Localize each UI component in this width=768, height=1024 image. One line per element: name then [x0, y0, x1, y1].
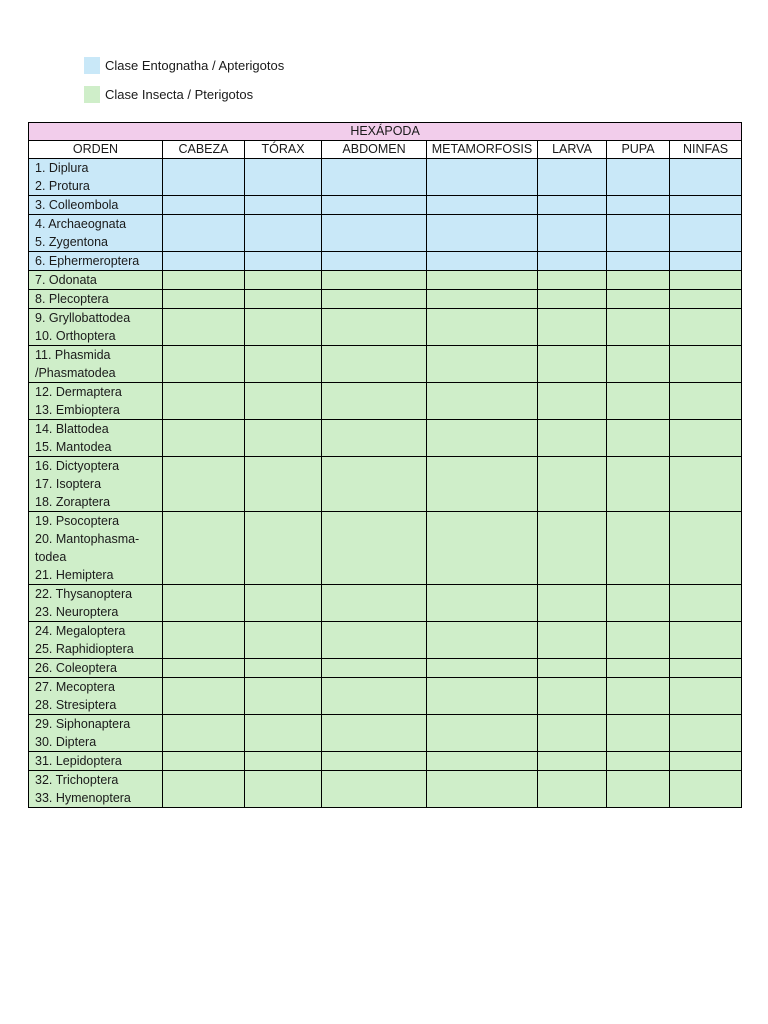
table-row — [29, 715, 742, 752]
empty-cell-cabeza[interactable] — [163, 420, 245, 457]
orden-name: 23. Neuroptera — [35, 605, 119, 619]
empty-cell-metamorfosis[interactable] — [427, 290, 538, 309]
empty-cell-tórax[interactable] — [245, 678, 322, 715]
empty-cell-tórax[interactable] — [245, 771, 322, 808]
orden-name: 31. Lepidoptera — [35, 754, 122, 768]
empty-cell-ninfas[interactable] — [670, 659, 742, 678]
legend-item-insecta — [84, 85, 284, 103]
empty-cell-pupa[interactable] — [607, 290, 670, 309]
empty-cell-larva[interactable] — [538, 659, 607, 678]
orden-name: 24. Megaloptera — [35, 624, 126, 638]
orden-name: 13. Embioptera — [35, 403, 120, 417]
empty-cell-abdomen[interactable] — [322, 622, 427, 659]
empty-cell-metamorfosis[interactable] — [427, 659, 538, 678]
orden-name: 15. Mantodea — [35, 440, 112, 454]
orden-name: 20. Mantophasma- — [35, 532, 140, 546]
orden-cell — [29, 346, 163, 383]
orden-name: 11. Phasmida — [35, 348, 111, 362]
table-row — [29, 752, 742, 771]
empty-cell-tórax[interactable] — [245, 659, 322, 678]
empty-cell-larva[interactable] — [538, 512, 607, 585]
empty-cell-cabeza[interactable] — [163, 678, 245, 715]
empty-cell-pupa[interactable] — [607, 715, 670, 752]
table-row — [29, 252, 742, 271]
orden-cell — [29, 659, 163, 678]
empty-cell-tórax[interactable] — [245, 585, 322, 622]
empty-cell-cabeza[interactable] — [163, 771, 245, 808]
empty-cell-tórax[interactable] — [245, 752, 322, 771]
empty-cell-cabeza[interactable] — [163, 752, 245, 771]
empty-cell-metamorfosis[interactable] — [427, 420, 538, 457]
table-row — [29, 159, 742, 196]
empty-cell-abdomen[interactable] — [322, 420, 427, 457]
orden-name: 27. Mecoptera — [35, 680, 115, 694]
col-header-torax: TÓRAX — [245, 141, 322, 159]
orden-name: 25. Raphidioptera — [35, 642, 134, 656]
empty-cell-larva[interactable] — [538, 159, 607, 196]
empty-cell-tórax[interactable] — [245, 420, 322, 457]
empty-cell-cabeza[interactable] — [163, 659, 245, 678]
orden-cell — [29, 290, 163, 309]
table-row — [29, 659, 742, 678]
col-header-metamorfosis: METAMORFOSIS — [427, 141, 538, 159]
empty-cell-ninfas[interactable] — [670, 290, 742, 309]
empty-cell-cabeza[interactable] — [163, 383, 245, 420]
empty-cell-metamorfosis[interactable] — [427, 309, 538, 346]
empty-cell-abdomen[interactable] — [322, 290, 427, 309]
orden-name: 4. Archaeognata — [35, 217, 127, 231]
empty-cell-cabeza[interactable] — [163, 196, 245, 215]
orden-name: 12. Dermaptera — [35, 385, 122, 399]
col-header-larva: LARVA — [538, 141, 607, 159]
empty-cell-pupa[interactable] — [607, 271, 670, 290]
table-row — [29, 346, 742, 383]
empty-cell-abdomen[interactable] — [322, 752, 427, 771]
col-header-abdomen: ABDOMEN — [322, 141, 427, 159]
empty-cell-pupa[interactable] — [607, 215, 670, 252]
empty-cell-ninfas[interactable] — [670, 715, 742, 752]
empty-cell-metamorfosis[interactable] — [427, 271, 538, 290]
empty-cell-ninfas[interactable] — [670, 771, 742, 808]
empty-cell-abdomen[interactable] — [322, 309, 427, 346]
orden-name: 7. Odonata — [35, 273, 97, 287]
orden-cell — [29, 678, 163, 715]
empty-cell-cabeza[interactable] — [163, 346, 245, 383]
empty-cell-abdomen[interactable] — [322, 678, 427, 715]
table-row — [29, 457, 742, 512]
empty-cell-abdomen[interactable] — [322, 346, 427, 383]
orden-name: todea — [35, 550, 67, 564]
empty-cell-pupa[interactable] — [607, 309, 670, 346]
empty-cell-ninfas[interactable] — [670, 678, 742, 715]
table-row — [29, 290, 742, 309]
orden-cell — [29, 585, 163, 622]
orden-name: 21. Hemiptera — [35, 568, 114, 582]
empty-cell-abdomen[interactable] — [322, 512, 427, 585]
empty-cell-abdomen[interactable] — [322, 196, 427, 215]
orden-name: 30. Diptera — [35, 735, 97, 749]
empty-cell-larva[interactable] — [538, 457, 607, 512]
orden-cell — [29, 420, 163, 457]
empty-cell-larva[interactable] — [538, 309, 607, 346]
col-header-cabeza: CABEZA — [163, 141, 245, 159]
empty-cell-ninfas[interactable] — [670, 383, 742, 420]
empty-cell-abdomen[interactable] — [322, 271, 427, 290]
orden-name: 5. Zygentona — [35, 235, 108, 249]
empty-cell-larva[interactable] — [538, 215, 607, 252]
empty-cell-tórax[interactable] — [245, 215, 322, 252]
empty-cell-cabeza[interactable] — [163, 159, 245, 196]
empty-cell-abdomen[interactable] — [322, 457, 427, 512]
empty-cell-tórax[interactable] — [245, 252, 322, 271]
empty-cell-tórax[interactable] — [245, 346, 322, 383]
orden-cell — [29, 383, 163, 420]
empty-cell-cabeza[interactable] — [163, 585, 245, 622]
orden-cell — [29, 271, 163, 290]
empty-cell-larva[interactable] — [538, 678, 607, 715]
empty-cell-larva[interactable] — [538, 290, 607, 309]
empty-cell-pupa[interactable] — [607, 678, 670, 715]
empty-cell-tórax[interactable] — [245, 622, 322, 659]
empty-cell-ninfas[interactable] — [670, 159, 742, 196]
empty-cell-cabeza[interactable] — [163, 271, 245, 290]
orden-name: 14. Blattodea — [35, 422, 109, 436]
empty-cell-pupa[interactable] — [607, 622, 670, 659]
table-row — [29, 678, 742, 715]
empty-cell-larva[interactable] — [538, 196, 607, 215]
empty-cell-ninfas[interactable] — [670, 346, 742, 383]
orden-name: 3. Colleombola — [35, 198, 119, 212]
table-row — [29, 585, 742, 622]
empty-cell-tórax[interactable] — [245, 159, 322, 196]
table-row — [29, 309, 742, 346]
table-row — [29, 771, 742, 808]
table-title: HEXÁPODA — [29, 123, 742, 141]
empty-cell-abdomen[interactable] — [322, 659, 427, 678]
empty-cell-ninfas[interactable] — [670, 420, 742, 457]
empty-cell-ninfas[interactable] — [670, 215, 742, 252]
orden-name: 8. Plecoptera — [35, 292, 109, 306]
empty-cell-pupa[interactable] — [607, 252, 670, 271]
orden-name: 1. Diplura — [35, 161, 89, 175]
empty-cell-pupa[interactable] — [607, 659, 670, 678]
empty-cell-pupa[interactable] — [607, 159, 670, 196]
empty-cell-tórax[interactable] — [245, 290, 322, 309]
empty-cell-cabeza[interactable] — [163, 622, 245, 659]
empty-cell-pupa[interactable] — [607, 752, 670, 771]
empty-cell-metamorfosis[interactable] — [427, 457, 538, 512]
empty-cell-ninfas[interactable] — [670, 622, 742, 659]
empty-cell-larva[interactable] — [538, 771, 607, 808]
orden-cell — [29, 715, 163, 752]
orden-name: 10. Orthoptera — [35, 329, 116, 343]
orden-name: 33. Hymenoptera — [35, 791, 131, 805]
legend-swatch-blue — [84, 57, 100, 74]
empty-cell-larva[interactable] — [538, 252, 607, 271]
empty-cell-metamorfosis[interactable] — [427, 678, 538, 715]
empty-cell-pupa[interactable] — [607, 346, 670, 383]
table-row — [29, 622, 742, 659]
orden-cell — [29, 196, 163, 215]
table-row — [29, 383, 742, 420]
empty-cell-metamorfosis[interactable] — [427, 252, 538, 271]
empty-cell-ninfas[interactable] — [670, 196, 742, 215]
legend-label: Clase Entognatha / Apterigotos — [105, 57, 285, 73]
empty-cell-metamorfosis[interactable] — [427, 383, 538, 420]
legend-item-entognatha — [84, 56, 284, 74]
table-row — [29, 215, 742, 252]
empty-cell-ninfas[interactable] — [670, 752, 742, 771]
hexapoda-table — [28, 122, 742, 808]
orden-name: 19. Psocoptera — [35, 514, 120, 528]
empty-cell-pupa[interactable] — [607, 512, 670, 585]
empty-cell-abdomen[interactable] — [322, 771, 427, 808]
table-row — [29, 196, 742, 215]
empty-cell-cabeza[interactable] — [163, 290, 245, 309]
orden-cell — [29, 309, 163, 346]
empty-cell-tórax[interactable] — [245, 715, 322, 752]
empty-cell-metamorfosis[interactable] — [427, 771, 538, 808]
orden-name: 6. Ephermeroptera — [35, 254, 140, 268]
orden-name: 29. Siphonaptera — [35, 717, 131, 731]
empty-cell-tórax[interactable] — [245, 512, 322, 585]
empty-cell-metamorfosis[interactable] — [427, 715, 538, 752]
orden-name: 26. Coleoptera — [35, 661, 118, 675]
empty-cell-abdomen[interactable] — [322, 383, 427, 420]
orden-cell — [29, 771, 163, 808]
orden-cell — [29, 752, 163, 771]
empty-cell-ninfas[interactable] — [670, 512, 742, 585]
empty-cell-metamorfosis[interactable] — [427, 622, 538, 659]
empty-cell-ninfas[interactable] — [670, 252, 742, 271]
legend — [84, 56, 284, 114]
empty-cell-ninfas[interactable] — [670, 457, 742, 512]
empty-cell-cabeza[interactable] — [163, 715, 245, 752]
empty-cell-pupa[interactable] — [607, 585, 670, 622]
orden-cell — [29, 512, 163, 585]
empty-cell-tórax[interactable] — [245, 196, 322, 215]
empty-cell-larva[interactable] — [538, 271, 607, 290]
col-header-orden: ORDEN — [29, 141, 163, 159]
empty-cell-tórax[interactable] — [245, 457, 322, 512]
empty-cell-larva[interactable] — [538, 585, 607, 622]
empty-cell-pupa[interactable] — [607, 420, 670, 457]
empty-cell-metamorfosis[interactable] — [427, 159, 538, 196]
legend-label: Clase Insecta / Pterigotos — [105, 86, 254, 102]
orden-name: 28. Stresiptera — [35, 698, 117, 712]
empty-cell-abdomen[interactable] — [322, 215, 427, 252]
empty-cell-cabeza[interactable] — [163, 457, 245, 512]
empty-cell-larva[interactable] — [538, 622, 607, 659]
empty-cell-larva[interactable] — [538, 346, 607, 383]
empty-cell-metamorfosis[interactable] — [427, 215, 538, 252]
orden-cell — [29, 159, 163, 196]
empty-cell-pupa[interactable] — [607, 383, 670, 420]
orden-name: 16. Dictyoptera — [35, 459, 120, 473]
empty-cell-pupa[interactable] — [607, 457, 670, 512]
empty-cell-pupa[interactable] — [607, 196, 670, 215]
empty-cell-abdomen[interactable] — [322, 715, 427, 752]
table-body — [29, 159, 742, 808]
orden-name: 17. Isoptera — [35, 477, 102, 491]
empty-cell-pupa[interactable] — [607, 771, 670, 808]
orden-name: 9. Gryllobattodea — [35, 311, 131, 325]
empty-cell-cabeza[interactable] — [163, 215, 245, 252]
orden-name: 18. Zoraptera — [35, 495, 111, 509]
empty-cell-tórax[interactable] — [245, 309, 322, 346]
empty-cell-ninfas[interactable] — [670, 585, 742, 622]
table-row — [29, 271, 742, 290]
empty-cell-abdomen[interactable] — [322, 159, 427, 196]
empty-cell-abdomen[interactable] — [322, 252, 427, 271]
orden-name: 32. Trichoptera — [35, 773, 119, 787]
table-row — [29, 420, 742, 457]
empty-cell-larva[interactable] — [538, 715, 607, 752]
col-header-pupa: PUPA — [607, 141, 670, 159]
empty-cell-cabeza[interactable] — [163, 252, 245, 271]
empty-cell-metamorfosis[interactable] — [427, 512, 538, 585]
empty-cell-larva[interactable] — [538, 420, 607, 457]
col-header-ninfas: NINFAS — [670, 141, 742, 159]
empty-cell-ninfas[interactable] — [670, 309, 742, 346]
empty-cell-metamorfosis[interactable] — [427, 585, 538, 622]
empty-cell-larva[interactable] — [538, 752, 607, 771]
empty-cell-metamorfosis[interactable] — [427, 196, 538, 215]
orden-cell — [29, 252, 163, 271]
orden-cell — [29, 622, 163, 659]
empty-cell-cabeza[interactable] — [163, 309, 245, 346]
empty-cell-metamorfosis[interactable] — [427, 752, 538, 771]
empty-cell-tórax[interactable] — [245, 271, 322, 290]
empty-cell-abdomen[interactable] — [322, 585, 427, 622]
empty-cell-cabeza[interactable] — [163, 512, 245, 585]
orden-cell — [29, 215, 163, 252]
empty-cell-tórax[interactable] — [245, 383, 322, 420]
empty-cell-larva[interactable] — [538, 383, 607, 420]
orden-name: 22. Thysanoptera — [35, 587, 133, 601]
header-row — [29, 141, 742, 159]
orden-cell — [29, 457, 163, 512]
empty-cell-ninfas[interactable] — [670, 271, 742, 290]
legend-swatch-green — [84, 86, 100, 103]
empty-cell-metamorfosis[interactable] — [427, 346, 538, 383]
table-row — [29, 512, 742, 585]
orden-name: /Phasmatodea — [35, 366, 116, 380]
orden-name: 2. Protura — [35, 179, 90, 193]
